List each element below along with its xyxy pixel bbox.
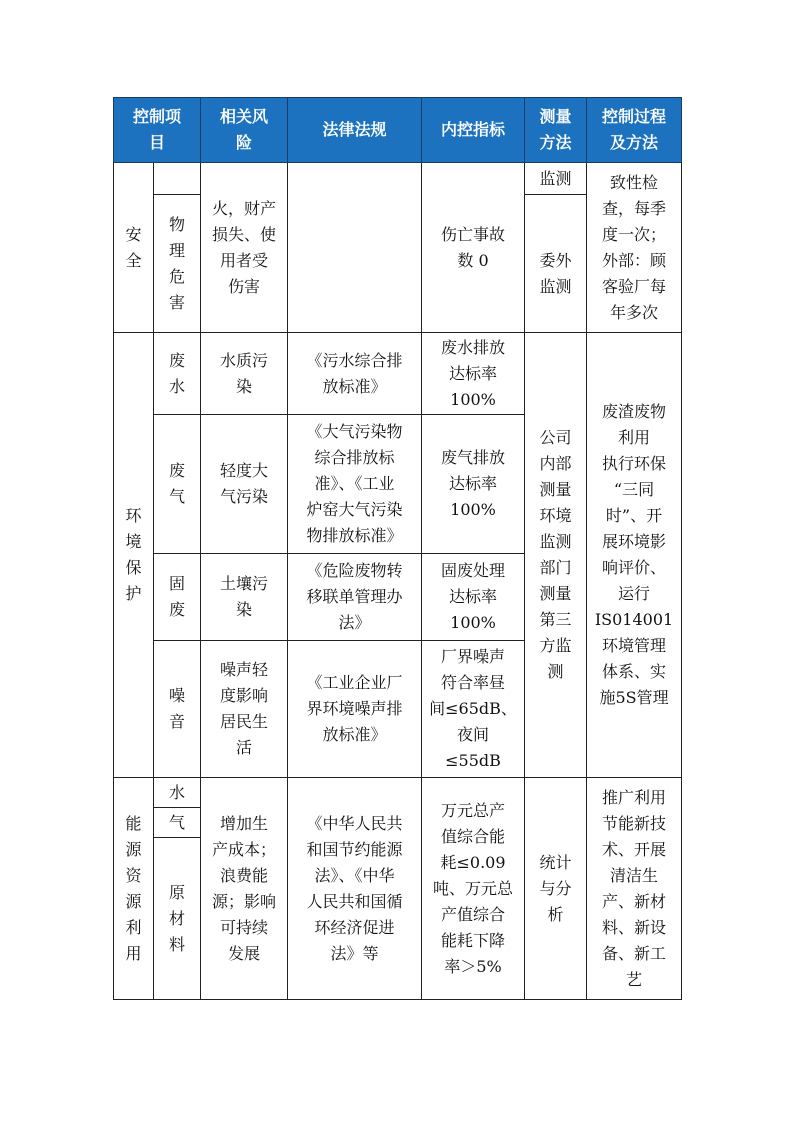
header-control-item: 控制项 目	[114, 98, 201, 163]
law-wastewater: 《污水综合排 放标准》	[288, 333, 422, 415]
control-table	[113, 97, 682, 1000]
sub-water: 水	[154, 778, 201, 808]
process-environment: 废渣废物 利用 执行环保 “三同 时”、开 展环境影 响评价、 运行 IS014001 环境管理 体系、实 施5S管理	[587, 333, 682, 778]
table-row	[114, 333, 682, 415]
risk-wastewater: 水质污 染	[201, 333, 288, 415]
indicator-solid-waste: 固废处理 达标率 100%	[422, 554, 525, 641]
law-energy: 《中华人民共 和国节约能源 法》、《中华 人民共和国循 环经济促进 法》等	[288, 778, 422, 1000]
header-row	[114, 98, 682, 163]
risk-exhaust-gas: 轻度大 气污染	[201, 415, 288, 554]
header-method: 测量 方法	[525, 98, 587, 163]
sub-solid-waste: 固 废	[154, 554, 201, 641]
indicator-wastewater: 废水排放 达标率 100%	[422, 333, 525, 415]
table-row	[114, 778, 682, 808]
sub-wastewater: 废 水	[154, 333, 201, 415]
method-safety-outsourced: 委外 监测	[525, 195, 587, 333]
sub-exhaust-gas: 废 气	[154, 415, 201, 554]
sub-noise: 噪 音	[154, 641, 201, 778]
sub-empty	[154, 163, 201, 195]
indicator-exhaust-gas: 废气排放 达标率 100%	[422, 415, 525, 554]
category-environment: 环 境 保 护	[114, 333, 154, 778]
risk-energy: 增加生 产成本； 浪费能 源；影响 可持续 发展	[201, 778, 288, 1000]
header-law: 法律法规	[288, 98, 422, 163]
law-exhaust-gas: 《大气污染物 综合排放标 准》、《工业 炉窑大气污染 物排放标准》	[288, 415, 422, 554]
risk-solid-waste: 土壤污 染	[201, 554, 288, 641]
category-energy: 能 源 资 源 利 用	[114, 778, 154, 1000]
sub-physical-hazard: 物 理 危 害	[154, 195, 201, 333]
header-risk: 相关风 险	[201, 98, 288, 163]
law-safety	[288, 163, 422, 333]
sub-raw-material: 原 材 料	[154, 838, 201, 1000]
law-noise: 《工业企业厂 界环境噪声排 放标准》	[288, 641, 422, 778]
indicator-noise: 厂界噪声 符合率昼 间≤65dB、 夜间 ≤55dB	[422, 641, 525, 778]
method-environment: 公司 内部 测量 环境 监测 部门 测量 第三 方监 测	[525, 333, 587, 778]
sub-gas: 气	[154, 808, 201, 838]
header-process: 控制过程 及方法	[587, 98, 682, 163]
header-indicator: 内控指标	[422, 98, 525, 163]
method-safety-monitor: 监测	[525, 163, 587, 195]
risk-safety: 火，财产 损失、使 用者受 伤害	[201, 163, 288, 333]
law-solid-waste: 《危险废物转 移联单管理办 法》	[288, 554, 422, 641]
indicator-safety: 伤亡事故 数 0	[422, 163, 525, 333]
method-energy: 统计 与分 析	[525, 778, 587, 1000]
table-row	[114, 163, 682, 195]
process-safety: 致性检 查，每季 度一次； 外部：顾 客验厂每 年多次	[587, 163, 682, 333]
indicator-energy: 万元总产 值综合能 耗≤0.09 吨、万元总 产值综合 能耗下降 率＞5%	[422, 778, 525, 1000]
category-safety: 安 全	[114, 163, 154, 333]
risk-noise: 噪声轻 度影响 居民生 活	[201, 641, 288, 778]
process-energy: 推广利用 节能新技 术、开展 清洁生 产、新材 料、新设 备、新工 艺	[587, 778, 682, 1000]
